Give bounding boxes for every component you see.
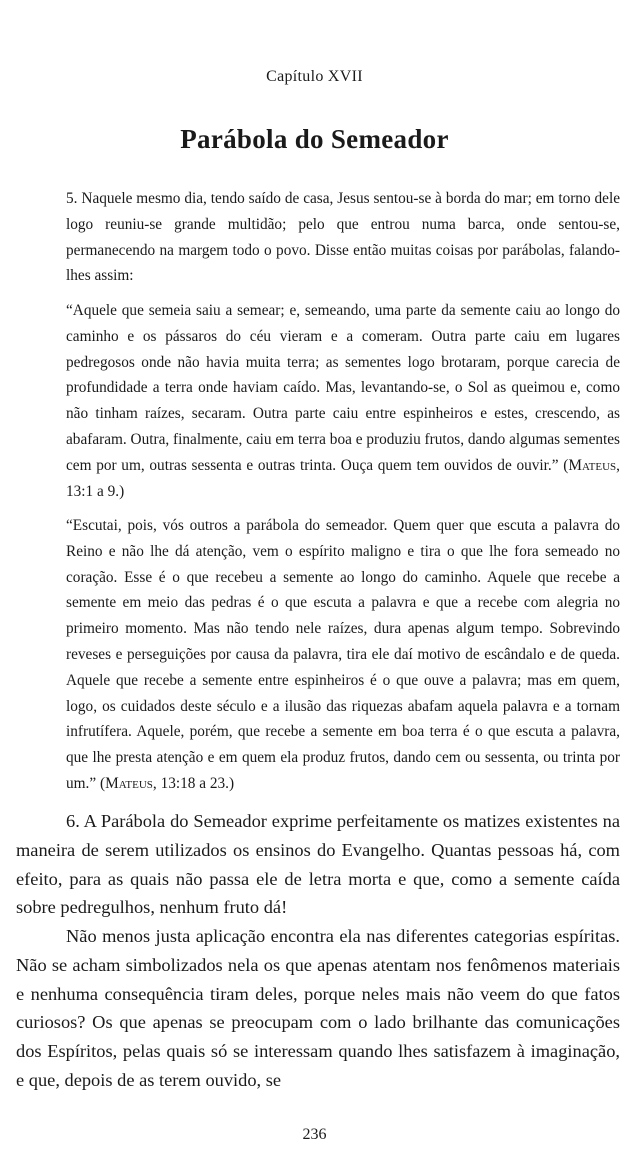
paragraph-continuation: Não menos justa aplicação encontra ela nas diferentes categorias espíritas. Não se acham simbolizados nela os que apenas atentam nos fenômenos materiais e nenhuma consequência tiram deles, porque neles mais não veem do que fatos curiosos? Os que apenas se preocupam com o lado brilhante das comunicações dos Espíritos, pelas quais só se interessam quando lhes satisfazem à imaginação, e que, depois de as terem ouvido, se (16, 926, 620, 1090)
quote-text: “Aquele que semeia saiu a semear; e, semeando, uma parte da semente caiu ao longo do caminho e os pássaros do céu vieram e a comeram. Outra parte caiu em lugares pedregosos onde não havia muita terra; as sementes logo brotaram, porque carecia de profundidade a terra onde haviam caído. Mas, levantando-se, o Sol as queimou e, como não tinham raízes, secaram. Outra parte caiu entre espinheiros e estes, crescendo, as abafaram. Outra, finalmente, caiu em terra boa e produziu frutos, dando algumas sementes cem por um, outras sessenta e outras trinta. Ouça quem tem ouvidos de ouvir.” ( (66, 302, 620, 474)
citation-name: Mateus (105, 774, 153, 792)
page-title: Parábola do Semeador (180, 124, 449, 154)
citation-name: Mateus (568, 456, 617, 474)
paragraph-text: Naquele mesmo dia, tendo saído de casa, Jesus sentou-se à borda do mar; em torno dele logo reuniu-se grande multidão; pelo que entrou numa barca, onde sentou-se, permanecendo na margem todo o povo. Disse então muitas coisas por parábolas, falando-lhes assim: (66, 190, 620, 285)
chapter-header: Capítulo XVII (266, 68, 363, 85)
paragraph-number: 6. (66, 811, 80, 831)
paragraph-5 (66, 186, 620, 289)
paragraph-text: A Parábola do Semeador exprime perfeitamente os matizes existentes na maneira de serem utilizados os ensinos do Evangelho. Quantas pessoas há, com efeito, para as quais não passa ele de letra morta e que, como a semente caída sobre pedregulhos, nenhum fruto dá! (16, 811, 620, 918)
citation-reference: , 13:1 a 9.) (66, 456, 620, 500)
paragraph-number: 5. (66, 190, 78, 207)
citation-reference: , 13:18 a 23.) (152, 774, 235, 792)
quote-parable (66, 298, 620, 504)
quote-explanation (66, 513, 620, 797)
page-number: 236 (302, 1126, 327, 1143)
quote-text: “Escutai, pois, vós outros a parábola do semeador. Quem quer que escuta a palavra do Reino e não lhe dá atenção, vem o espírito maligno e tira o que lhe fora semeado no coração. Esse é o que recebeu a semente ao longo do caminho. Aquele que recebe a semente em meio das pedras é o que escuta a palavra e que a recebe com alegria no primeiro momento. Mas não tendo nele raízes, dura apenas algum tempo. Sobrevindo reveses e perseguições por causa da palavra, tira ele daí motivo de escândalo e de queda. Aquele que recebe a semente entre espinheiros é o que ouve a palavra; mas em quem, logo, os cuidados deste século e a ilusão das riquezas abafam aquela palavra e a tornam infrutífera. Aquele, porém, que recebe a semente em boa terra é o que escuta a palavra, que lhe presta atenção e em quem ela produz frutos, dando cem ou sessenta, ou trinta por um.” ( (66, 517, 620, 792)
paragraph-6 (16, 807, 620, 922)
